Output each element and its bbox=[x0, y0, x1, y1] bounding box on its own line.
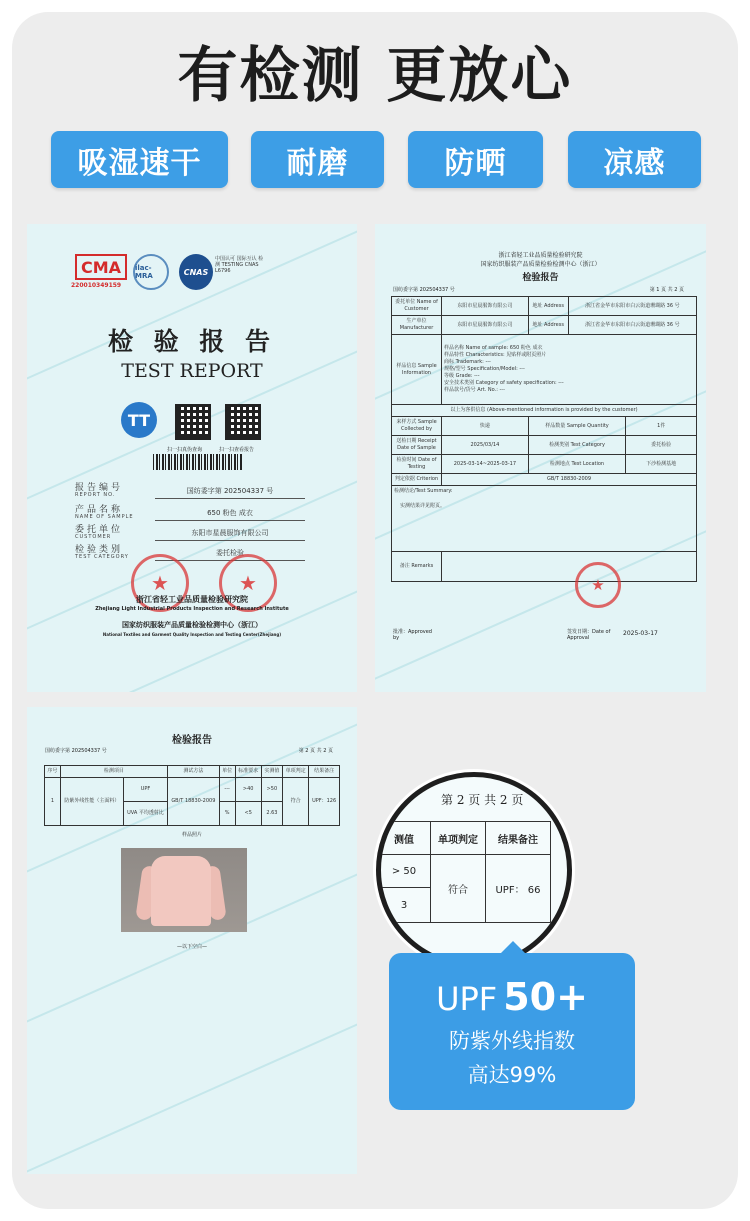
seal-stamp-icon: ★ bbox=[575, 562, 621, 608]
field-value-category: 委托检验 bbox=[155, 548, 305, 561]
end-mark: —以下空白— bbox=[176, 944, 207, 950]
disclaimer: 以上为客供信息 (Above-mentioned information is provided by the customer) bbox=[392, 405, 697, 417]
report2-title: 检验报告 bbox=[172, 735, 212, 746]
col-header: 标准要求 bbox=[235, 766, 261, 778]
center-name-cn: 国家纺织服装产品质量检验检测中心（浙江） bbox=[122, 620, 262, 629]
test-report-page-2 bbox=[27, 707, 357, 1174]
qr-code-report bbox=[225, 404, 261, 440]
report2-page: 第 2 页 共 2 页 bbox=[298, 748, 333, 754]
row-number: 1 bbox=[45, 778, 61, 826]
unit: --- bbox=[219, 778, 235, 802]
cnas-logo-icon: CNAS bbox=[179, 254, 213, 290]
field-label: 检验类别 bbox=[75, 545, 124, 555]
results-table bbox=[44, 765, 340, 826]
sample-photo bbox=[121, 848, 247, 932]
tag-wear-resistant: 耐磨 bbox=[251, 131, 384, 188]
page-number: 第 1 页 共 2 页 bbox=[649, 287, 684, 293]
upf-description: 防紫外线指数 bbox=[449, 1029, 575, 1053]
measured: 2.63 bbox=[261, 802, 282, 826]
maker-value: 东阳市星晨服饰有限公司 bbox=[442, 316, 529, 335]
magnified-header: 单项判定 bbox=[430, 821, 486, 855]
col-header: 单项判定 bbox=[282, 766, 308, 778]
report2-number: 国纺委字第 202504337 号 bbox=[45, 748, 107, 754]
collect-label: 来样方式 Sample Collected by bbox=[392, 417, 442, 436]
tt-logo-icon: TT bbox=[121, 402, 157, 438]
sample-info-line: 样品款号/货号 Art. No.: --- bbox=[444, 387, 505, 393]
customer-label: 委托单位 Name of Customer bbox=[392, 297, 442, 316]
field-label: 产品名称 bbox=[75, 505, 124, 515]
tag-sun-protection: 防晒 bbox=[408, 131, 543, 188]
location-value: 下沙检测基地 bbox=[626, 455, 697, 474]
qr-caption-report: 扫一扫查看报告 bbox=[219, 447, 255, 453]
upf-percentage: 高达99% bbox=[467, 1063, 557, 1087]
field-label-en: REPORT NO. bbox=[75, 492, 116, 498]
sample-info bbox=[442, 335, 697, 405]
approved-label: 批准：Approved by bbox=[393, 629, 432, 641]
summary-label: 检测结论/Test Summary: bbox=[394, 488, 453, 494]
sample-info-line: 等级 Grade: --- bbox=[444, 373, 480, 379]
magnified-judgement: 符合 bbox=[430, 854, 486, 923]
category-label: 检测类别 Test Category bbox=[528, 436, 626, 455]
upf-label: UPF bbox=[436, 980, 498, 1018]
report-center: 国家纺织服装产品质量检验检测中心（浙江） bbox=[480, 261, 601, 268]
col-header: 序号 bbox=[45, 766, 61, 778]
upf-value: 50+ bbox=[503, 975, 588, 1019]
receipt-value: 2025/03/14 bbox=[442, 436, 529, 455]
field-value-customer: 东阳市星晨服饰有限公司 bbox=[155, 528, 305, 541]
magnified-header: 结果备注 bbox=[485, 821, 551, 855]
address-value: 浙江省金华市东阳市白云街道珊瑚路 36 号 bbox=[568, 316, 696, 335]
seal-stamp-icon: ★ bbox=[131, 554, 189, 612]
magnified-measured: > 50 bbox=[377, 854, 431, 888]
tag-quick-dry: 吸湿速干 bbox=[51, 131, 228, 188]
sample-info-label: 样品信息 Sample Information bbox=[392, 335, 442, 405]
quantity-label: 样品数量 Sample Quantity bbox=[528, 417, 626, 436]
magnified-remark: UPF： 66 bbox=[485, 854, 551, 923]
address-label: 地址 Address bbox=[528, 316, 568, 335]
report-info-table bbox=[391, 296, 697, 582]
test-method: GB/T 18830-2009 bbox=[168, 778, 220, 826]
seal-stamp-icon: ★ bbox=[219, 554, 277, 612]
test-item: 防紫外线性能（主面料） bbox=[60, 778, 123, 826]
sample-info-line: 商标 Trademark: --- bbox=[444, 359, 491, 365]
report-number: 国纺委字第 202504337 号 bbox=[393, 287, 455, 293]
ilac-logo-icon: ilac-MRA bbox=[133, 254, 169, 290]
test-report-page-1 bbox=[375, 224, 706, 692]
institute-name-cn: 浙江省轻工业品质量检验研究院 bbox=[136, 594, 248, 604]
magnified-measured: 3 bbox=[377, 887, 431, 923]
tag-cooling: 凉感 bbox=[568, 131, 701, 188]
address-label: 地址 Address bbox=[528, 297, 568, 316]
sub-item: UPF bbox=[124, 778, 168, 802]
field-label: 委托单位 bbox=[75, 525, 124, 535]
criteria-value: GB/T 18830-2009 bbox=[442, 474, 697, 486]
test-report-cover bbox=[27, 224, 357, 692]
field-label: 报告编号 bbox=[75, 483, 124, 493]
testing-label: 检验时间 Date of Testing bbox=[392, 455, 442, 474]
qr-code-verify bbox=[175, 404, 211, 440]
remark: UPF：126 bbox=[309, 778, 340, 826]
col-header: 测试方法 bbox=[168, 766, 220, 778]
magnifier-zoom bbox=[376, 772, 572, 968]
summary-text: 实测结果详见附页。 bbox=[400, 503, 446, 509]
issue-date: 2025-03-17 bbox=[623, 630, 658, 637]
sample-info-line: 安全技术类别 Category of safety specification: --- bbox=[444, 380, 564, 386]
summary-cell bbox=[392, 486, 697, 552]
col-header: 单位 bbox=[219, 766, 235, 778]
certification-logos bbox=[71, 254, 315, 294]
cover-title-cn: 检 验 报 告 bbox=[107, 327, 277, 356]
institute-name-en: Zhejiang Light Industrial Products Inspection and Research Institute bbox=[95, 606, 289, 612]
criteria-label: 判定依据 Criterion bbox=[392, 474, 442, 486]
customer-value: 东阳市星晨服饰有限公司 bbox=[442, 297, 529, 316]
field-label-en: TEST CATEGORY bbox=[75, 554, 129, 560]
receipt-label: 送检日期 Receipt Date of Sample bbox=[392, 436, 442, 455]
measured: >50 bbox=[261, 778, 282, 802]
sample-info-line: 规格/型号 Specification/Model: --- bbox=[444, 366, 525, 372]
sub-item: UVA 平均透射比 bbox=[124, 802, 168, 826]
col-header: 结果备注 bbox=[309, 766, 340, 778]
col-header: 实测值 bbox=[261, 766, 282, 778]
upf-rating bbox=[389, 975, 635, 1019]
report-title: 检验报告 bbox=[522, 273, 559, 283]
sample-info-line: 样品特性 Characteristics: 见贴样或附页照片 bbox=[444, 352, 547, 358]
unit: % bbox=[219, 802, 235, 826]
upf-callout bbox=[389, 953, 635, 1110]
category-value: 委托检验 bbox=[626, 436, 697, 455]
collect-value: 快递 bbox=[442, 417, 529, 436]
photo-label: 样品照片 bbox=[181, 832, 202, 838]
cnas-caption: 中国认可 国际互认 检测 TESTING CNAS L6796 bbox=[215, 256, 264, 274]
page-headline: 有检测 更放心 bbox=[177, 41, 573, 111]
sample-info-line: 样品名称 Name of sample: 650 粉色 成衣 bbox=[444, 345, 543, 351]
qr-caption-verify: 扫一扫真伪查询 bbox=[167, 447, 203, 453]
address-value: 浙江省金华市东阳市白云街道珊瑚路 36 号 bbox=[568, 297, 696, 316]
magnified-header: 测值 bbox=[377, 821, 431, 855]
requirement: >40 bbox=[235, 778, 261, 802]
cma-number: 220010349159 bbox=[71, 282, 122, 289]
judgement: 符合 bbox=[282, 778, 308, 826]
testing-value: 2025-03-14~2025-03-17 bbox=[442, 455, 529, 474]
center-name-en: National Textiles and Garment Quality Inspection and Testing Center(Zhejiang) bbox=[102, 632, 282, 637]
report-institute: 浙江省轻工业品质量检验研究院 bbox=[498, 252, 583, 259]
field-label-en: NAME OF SAMPLE bbox=[75, 514, 134, 520]
cma-logo-icon: CMA bbox=[75, 254, 127, 280]
issue-label: 签发日期：Date of Approval bbox=[567, 629, 611, 641]
col-header: 检测项目 bbox=[60, 766, 167, 778]
field-value-sample: 650 粉色 成衣 bbox=[155, 508, 305, 521]
barcode bbox=[153, 454, 243, 470]
remarks-label: 备注 Remarks bbox=[392, 552, 442, 582]
magnified-page: 第 2 页 共 2 页 bbox=[441, 793, 524, 807]
field-label-en: CUSTOMER bbox=[75, 534, 112, 540]
cover-title-en: TEST REPORT bbox=[121, 360, 263, 382]
requirement: <5 bbox=[235, 802, 261, 826]
location-label: 检测地点 Test Location bbox=[528, 455, 626, 474]
field-value-report-no: 国纺委字第 202504337 号 bbox=[155, 486, 305, 499]
quantity-value: 1件 bbox=[626, 417, 697, 436]
maker-label: 生产单位 Manufacturer bbox=[392, 316, 442, 335]
